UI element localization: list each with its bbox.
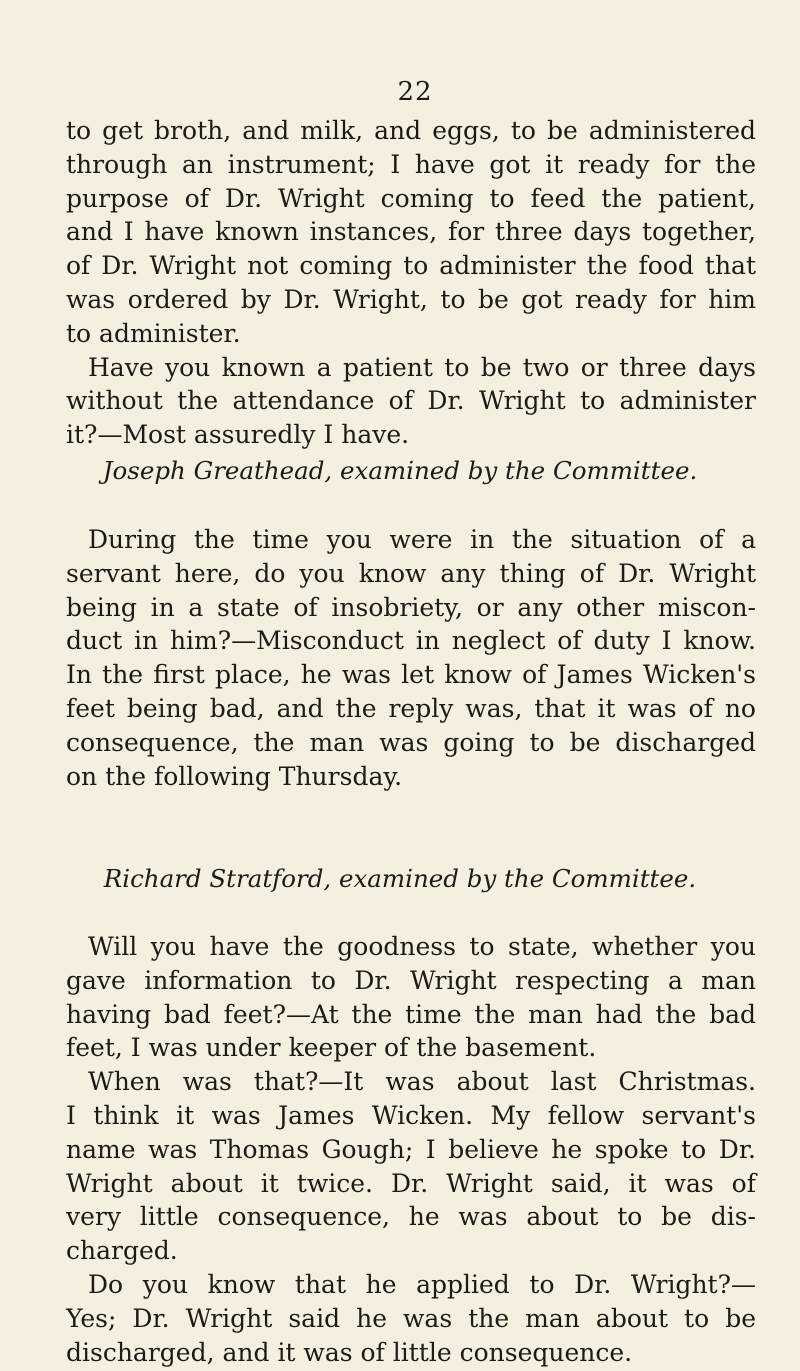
text-line: feet being bad, and the reply was, that it was of no [66,693,756,723]
text-line: Do you know that he applied to Dr. Wright?— [88,1269,756,1299]
text-line: through an instrument; I have got it ready for the [66,149,756,179]
text-line: feet, I was under keeper of the basement. [66,1033,597,1063]
text-line: Wright about it twice. Dr. Wright said, it was of [66,1168,756,1198]
text-line: very little consequence, he was about to be dis- [66,1202,756,1232]
text-line: to get broth, and milk, and eggs, to be administered [66,116,756,145]
text-line: discharged, and it was of little consequence. [66,1337,633,1367]
text-line: I think it was James Wicken. My fellow servant's [66,1100,756,1130]
section-heading-greathead: Joseph Greathead, examined by the Committee. [102,456,698,485]
text-line: being in a state of insobriety, or any other miscon- [66,592,756,622]
text-line: charged. [66,1236,178,1266]
section-heading-stratford: Richard Stratford, examined by the Committee. [103,864,697,893]
testimony-paragraph-2 [66,523,756,793]
text-line: having bad feet?—At the time the man had the bad [66,999,756,1029]
text-line: During the time you were in the situation of a [88,525,756,554]
text-line: on the following Thursday. [66,761,403,791]
text-line: gave information to Dr. Wright respecting a man [66,965,756,995]
testimony-paragraph-3 [66,930,756,1369]
text-line: to administer. [66,318,241,348]
text-line: without the attendance of Dr. Wright to administer [66,386,756,416]
text-line: purpose of Dr. Wright coming to feed the patient, [66,183,756,213]
text-line: and I have known instances, for three days together, [66,217,756,247]
text-line: consequence, the man was going to be discharged [66,727,756,757]
text-line: was ordered by Dr. Wright, to be got ready for him [66,284,756,314]
text-line: Have you known a patient to be two or three days [88,352,756,382]
testimony-paragraph-1 [66,114,756,452]
text-line: In the first place, he was let know of James Wicken's [66,660,756,690]
text-line: of Dr. Wright not coming to administer the food that [66,251,756,281]
text-line: When was that?—It was about last Christmas. [88,1067,756,1097]
text-line: servant here, do you know any thing of Dr. Wright [66,558,756,588]
text-line: name was Thomas Gough; I believe he spoke to Dr. [66,1134,756,1164]
text-line: Will you have the goodness to state, whether you [88,932,756,961]
text-line: it?—Most assuredly I have. [66,420,410,450]
text-line: duct in him?—Misconduct in neglect of duty I know. [66,626,756,656]
text-line: Yes; Dr. Wright said he was the man about to be [66,1303,756,1333]
page-number: 22 [397,77,433,107]
